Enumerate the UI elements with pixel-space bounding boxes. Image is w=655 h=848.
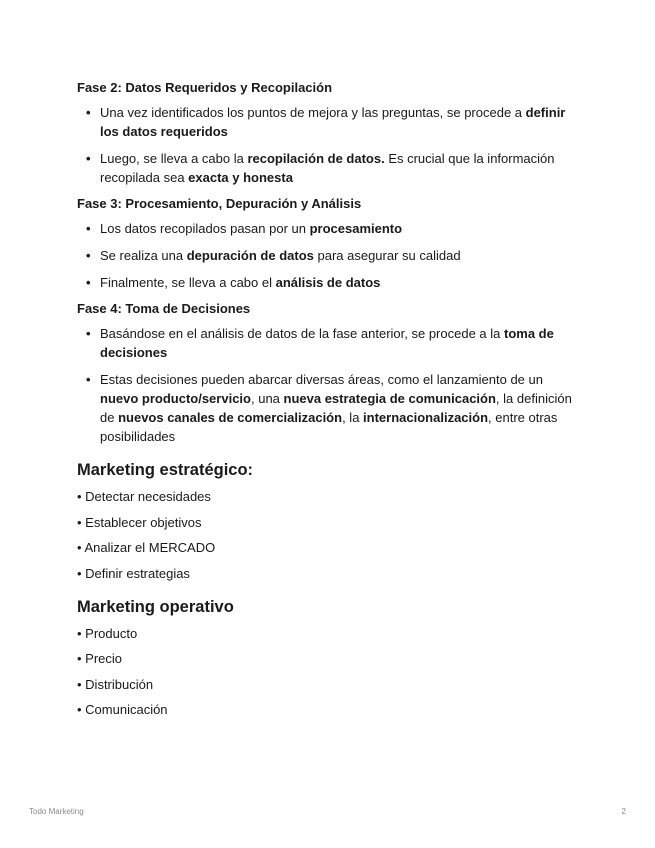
list-item: • Detectar necesidades xyxy=(77,489,211,504)
phase-2-title: Fase 2: Datos Requeridos y Recopilación xyxy=(77,80,333,95)
list-item: • Precio xyxy=(77,651,123,666)
footer-document-title: Todo Marketing xyxy=(29,807,84,816)
phase-3-title: Fase 3: Procesamiento, Depuración y Análisis xyxy=(77,196,362,211)
bullet-item: • Basándose en el análisis de datos de la fase anterior, se procede a la toma de decisiones xyxy=(77,324,577,362)
phase-4-title: Fase 4: Toma de Decisiones xyxy=(77,301,251,316)
list-item: • Analizar el MERCADO xyxy=(77,540,216,555)
document-page xyxy=(77,79,577,726)
bullet-item: • Estas decisiones pueden abarcar diversas áreas, como el lanzamiento de un nuevo producto/servicio, una nueva estrategia de comunicación, la definición de nuevos canales de comercialización, la internacionalización, entre otras posibilidades xyxy=(77,370,577,446)
list-item: • Distribución xyxy=(77,676,154,692)
list-item: • Producto xyxy=(77,625,138,641)
marketing-estrategico-list xyxy=(77,487,577,583)
bullet-item: • Se realiza una depuración de datos para asegurar su calidad xyxy=(77,246,577,265)
phase-3-bullets xyxy=(77,219,577,292)
bullet-item: • Los datos recopilados pasan por un procesamiento xyxy=(77,219,577,238)
list-item: • Establecer objetivos xyxy=(77,514,202,530)
phase-4-bullets xyxy=(77,324,577,446)
bullet-item: • Una vez identificados los puntos de mejora y las preguntas, se procede a definir los datos requeridos xyxy=(77,103,577,141)
bullet-item: • Finalmente, se lleva a cabo el análisis de datos xyxy=(77,273,577,292)
list-item: • Comunicación xyxy=(77,702,168,717)
bullet-item: • Luego, se lleva a cabo la recopilación de datos. Es crucial que la información recopilada sea exacta y honesta xyxy=(77,149,577,187)
marketing-operativo-title: Marketing operativo xyxy=(77,597,234,616)
marketing-operativo-list xyxy=(77,624,577,720)
marketing-estrategico-title: Marketing estratégico: xyxy=(77,461,254,479)
phase-2-bullets xyxy=(77,103,577,187)
footer-page-number: 2 xyxy=(621,807,626,816)
list-item: • Definir estrategias xyxy=(77,565,190,581)
